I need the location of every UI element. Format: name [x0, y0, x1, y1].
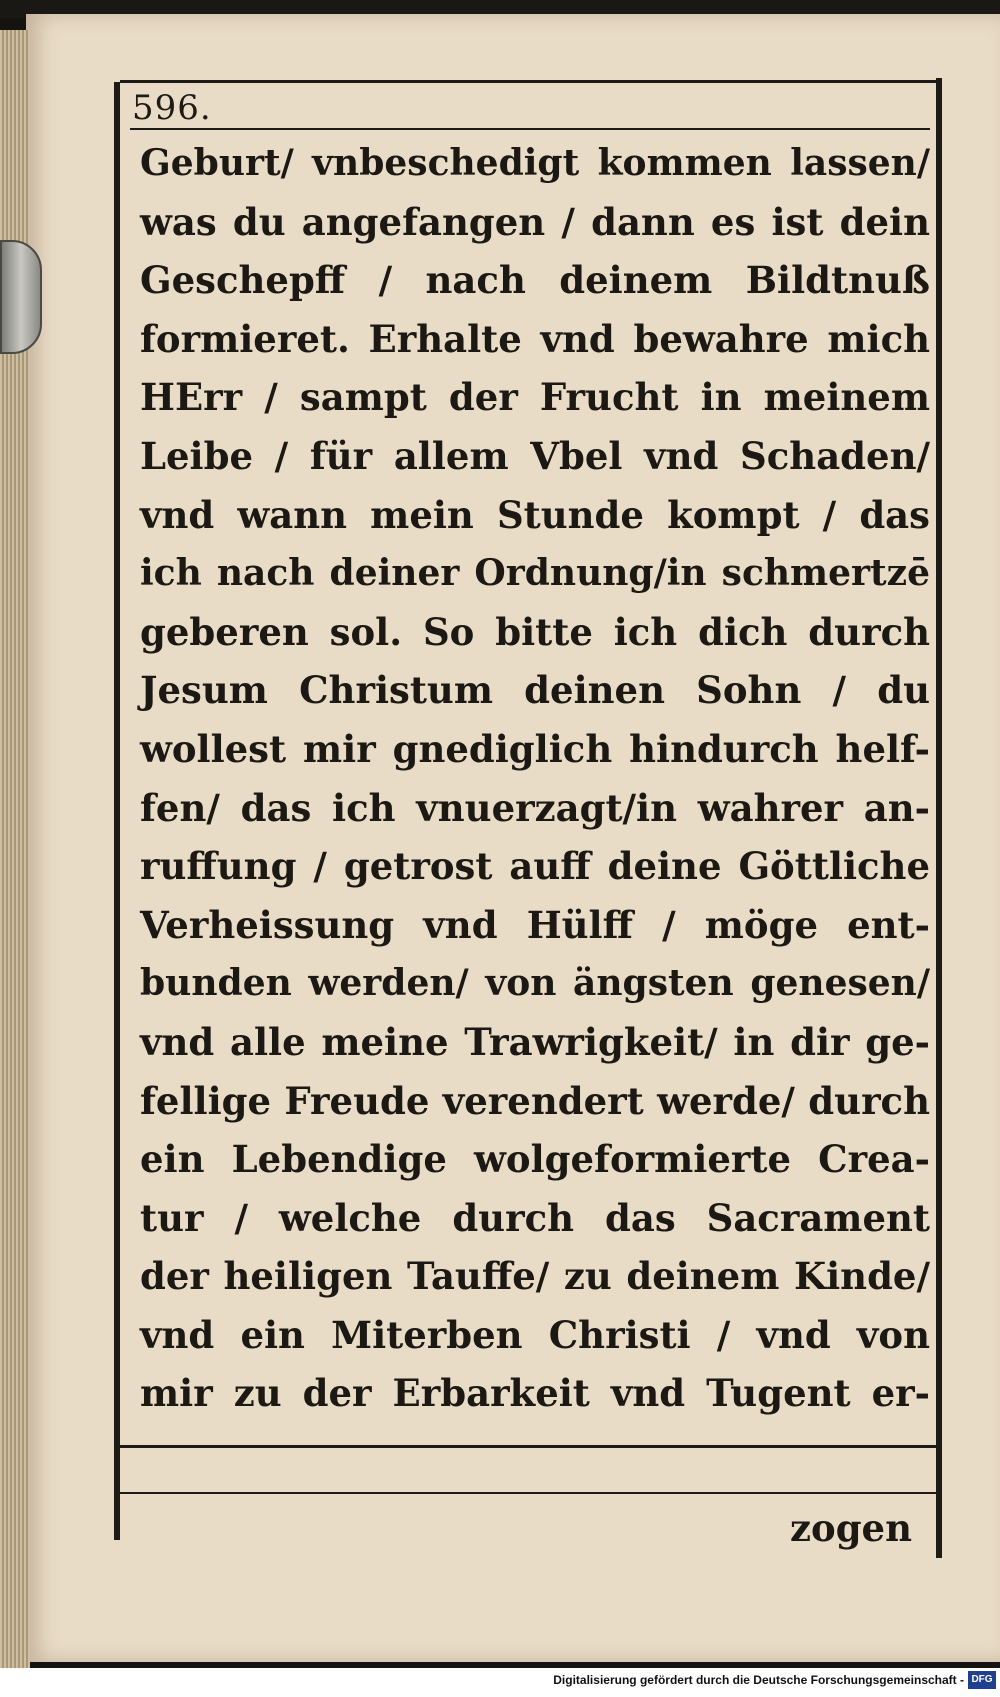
text-line: Verheissung vnd Hülff / möge ent-	[140, 902, 930, 947]
frame-right-rule	[936, 78, 942, 1558]
text-line: wollest mir gnediglich hindurch helf-	[140, 726, 930, 771]
text-line: geberen sol. So bitte ich dich durch	[140, 609, 930, 654]
text-line: ich nach deiner Ordnung/in schmertzē	[140, 552, 930, 595]
text-line: tur / welche durch das Sacrament	[140, 1195, 930, 1240]
text-line: Leibe / für allem Vbel vnd Schaden/	[140, 433, 930, 478]
funding-credit: Digitalisierung gefördert durch die Deutsche Forschungsgemeinschaft -	[553, 1673, 964, 1687]
text-line: der heiligen Tauffe/ zu deinem Kinde/	[140, 1254, 930, 1299]
frame-top-rule	[120, 80, 938, 83]
text-line: ein Lebendige wolgeformierte Crea-	[140, 1137, 930, 1182]
frame-bottom-rule	[120, 1445, 938, 1448]
text-line: vnd wann mein Stunde kompt / das	[140, 492, 930, 537]
text-line: Geburt/ vnbeschedigt kommen lassen/	[140, 142, 930, 184]
dfg-logo: DFG	[968, 1671, 996, 1689]
text-line: HErr / sampt der Frucht in meinem	[140, 375, 930, 420]
book-clasp	[0, 240, 42, 354]
text-line: formieret. Erhalte vnd bewahre mich	[140, 316, 930, 361]
page-number: 596.	[132, 88, 212, 128]
header-rule	[130, 128, 930, 130]
text-line: bunden werden/ von ängsten genesen/	[140, 962, 930, 1005]
text-line: Jesum Christum deinen Sohn / du	[140, 668, 930, 713]
text-line: Geschepff / nach deinem Bildtnuß	[140, 258, 930, 303]
frame-left-rule	[114, 82, 120, 1540]
catchword: zogen	[790, 1506, 913, 1550]
text-line: fellige Freude verendert werde/ durch	[140, 1078, 930, 1123]
text-line: was du angefangen / dann es ist dein	[140, 199, 930, 244]
text-block	[140, 134, 930, 1423]
catchword-rule	[120, 1492, 938, 1494]
text-line: mir zu der Erbarkeit vnd Tugent er-	[140, 1371, 930, 1416]
text-line: ruffung / getrost auff deine Göttliche	[140, 844, 930, 889]
text-line: vnd alle meine Trawrigkeit/ in dir ge-	[140, 1019, 930, 1064]
text-line: vnd ein Miterben Christi / vnd von	[140, 1312, 930, 1357]
text-line: fen/ das ich vnuerzagt/in wahrer an-	[140, 785, 930, 830]
